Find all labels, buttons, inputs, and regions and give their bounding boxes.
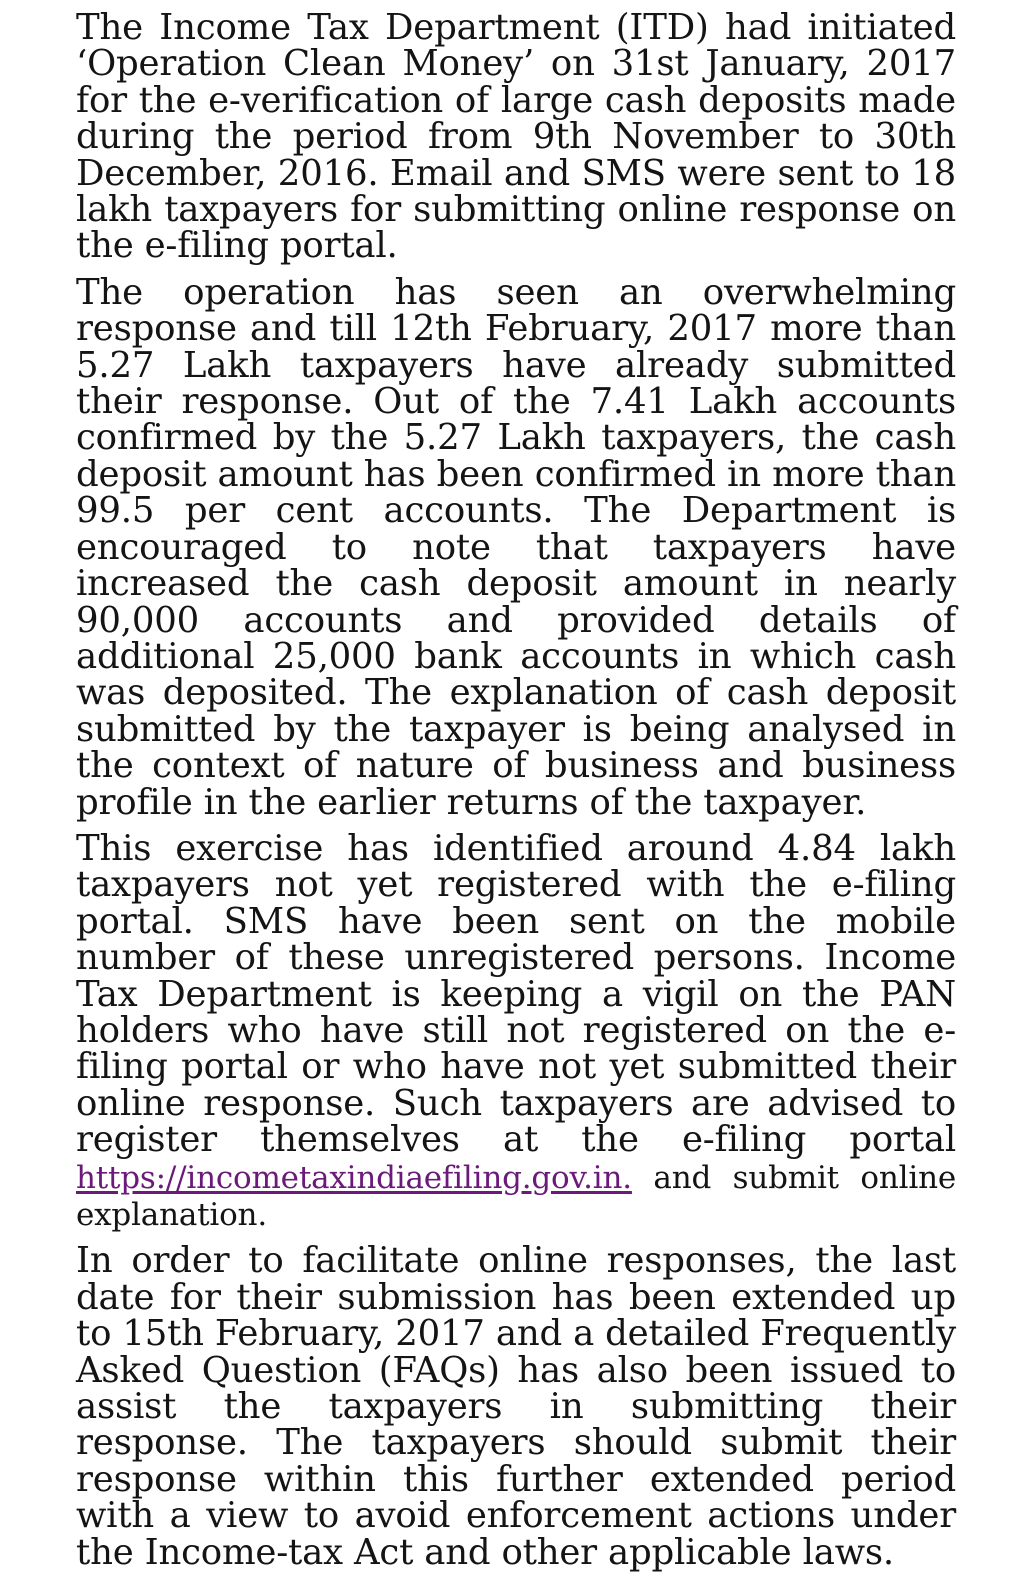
efiling-portal-link[interactable]: https://incometaxindiaefiling.gov.in. <box>76 1159 632 1196</box>
paragraph-4: In order to facilitate online responses, the last date for their submission has been extended up to 15th February, 2017 and a detailed Frequently Asked Question (FAQs) has also been issued to assist the taxpayers in submitting their response. The taxpayers should submit their response within this further extended period with a view to avoid enforcement actions under the Income-tax Act and other applicable laws. <box>76 1240 956 1573</box>
paragraph-2: The operation has seen an overwhelming response and till 12th February, 2017 more than 5.27 Lakh taxpayers have already submitted their response. Out of the 7.41 Lakh accounts confirmed by the 5.27 Lakh taxpayers, the cash deposit amount has been confirmed in more than 99.5 per cent accounts. The Department is encouraged to note that taxpayers have increased the cash deposit amount in nearly 90,000 accounts and provided details of additional 25,000 bank accounts in which cash was deposited. The explanation of cash deposit submitted by the taxpayer is being analysed in the context of nature of business and business profile in the earlier returns of the taxpayer. <box>76 271 956 823</box>
paragraph-1: The Income Tax Department (ITD) had initiated ‘Operation Clean Money’ on 31st January, 2017 for the e-verification of large cash deposits made during the period from 9th November to 30th December, 2016. Email and SMS were sent to 18 lakh taxpayers for submitting online response on the e-filing portal. <box>76 7 956 267</box>
document-body <box>76 7 956 1581</box>
paragraph-3-text: This exercise has identified around 4.84 lakh taxpayers not yet registered with the e-filing portal. SMS have been sent on the mobile number of these unregistered persons. Income Tax Department is keeping a vigil on the PAN holders who have still not registered on the e-filing portal or who have not yet submitted their online response. Such taxpayers are advised to register themselves at the e-filing portal <box>76 827 956 1161</box>
paragraph-3-tail: and submit online explanation. <box>76 1159 956 1233</box>
paragraph-3 <box>76 827 956 1233</box>
